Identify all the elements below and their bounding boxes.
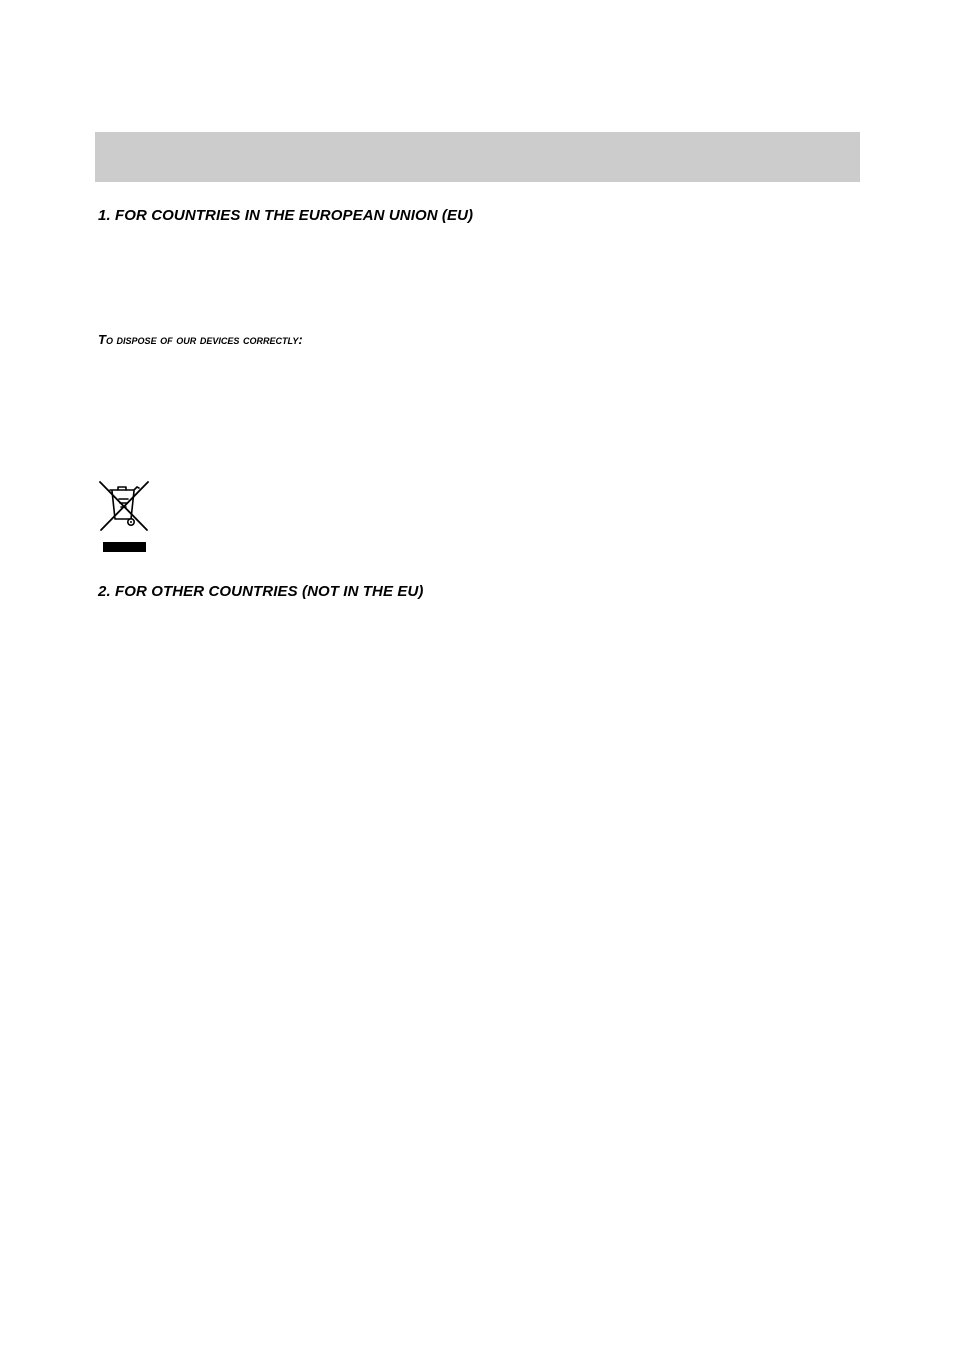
heading-eu-countries: 1. FOR COUNTRIES IN THE EUROPEAN UNION (EU)	[98, 207, 474, 224]
crossed-out-wheeled-bin-icon	[97, 479, 151, 555]
heading-other-countries: 2. FOR OTHER COUNTRIES (NOT IN THE EU)	[98, 583, 424, 600]
subheading-dispose-correctly: To dispose of our devices correctly:	[98, 332, 303, 347]
section-header-bar	[95, 132, 860, 182]
